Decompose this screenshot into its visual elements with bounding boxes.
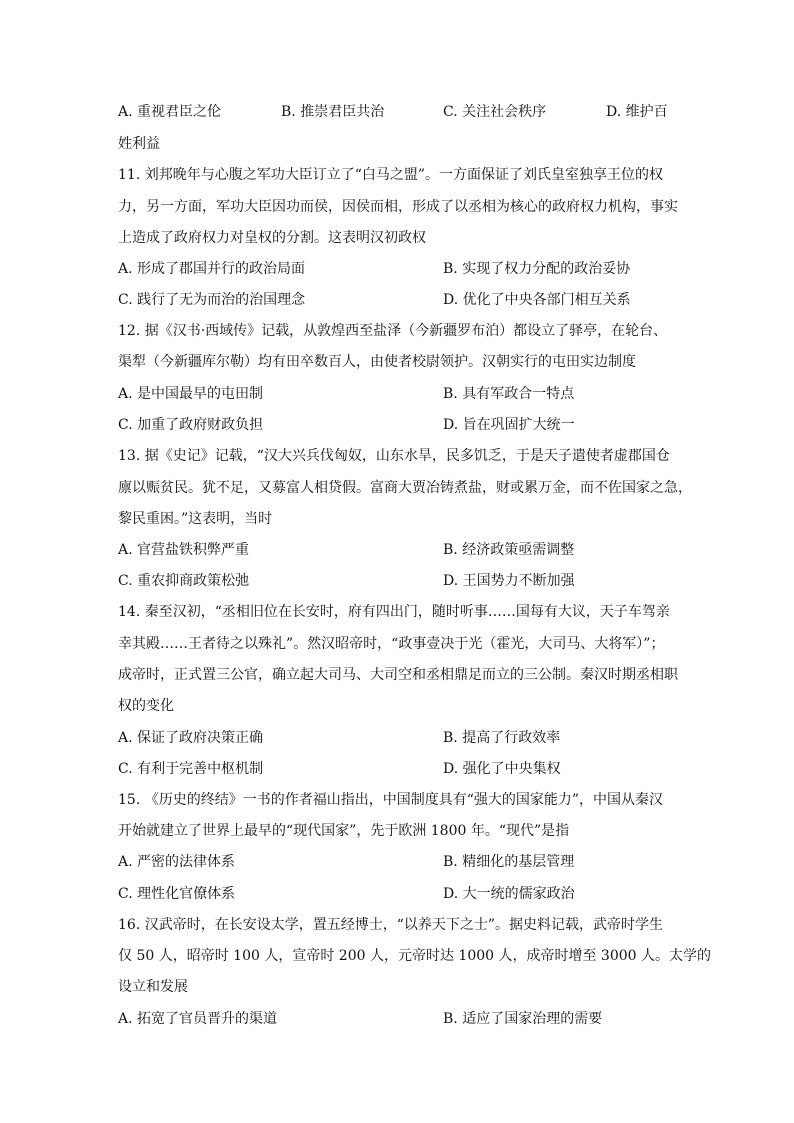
q14-stem-line-1: 14. 秦至汉初，“丞相旧位在长安时，府有四出门，随时听事……国每有大议，天子车驾亲 <box>118 604 670 620</box>
q14-stem-line-2: 幸其殿……王者待之以殊礼”。然汉昭帝时，“政事壹决于光（霍光，大司马、大将军）”； <box>118 636 665 652</box>
q16-stem-line-1: 16. 汉武帝时，在长安设太学，置五经博士，“以养天下之士”。据史料记载，武帝时学生 <box>118 917 664 933</box>
q12-option-d[interactable]: D. 旨在巩固扩大统一 <box>443 417 575 433</box>
q13-stem-line-2: 廪以赈贫民。犹不足，又募富人相贷假。富商大贾冶铸煮盐，财或累万金，而不佐国家之急， <box>118 480 692 496</box>
q10-option-d-continuation: 姓利益 <box>118 136 160 152</box>
q14-stem-line-4: 权的变化 <box>118 698 174 714</box>
q16-option-b[interactable]: B. 适应了国家治理的需要 <box>443 1011 603 1027</box>
q13-option-d[interactable]: D. 王国势力不断加强 <box>443 573 575 589</box>
q15-stem-line-2: 开始就建立了世界上最早的“现代国家”，先于欧洲 1800 年。“现代”是指 <box>118 823 570 839</box>
q11-option-b[interactable]: B. 实现了权力分配的政治妥协 <box>443 261 631 277</box>
q14-option-c[interactable]: C. 有利于完善中枢机制 <box>118 761 264 777</box>
q10-option-c[interactable]: C. 关注社会秩序 <box>443 104 547 120</box>
q10-option-d[interactable]: D. 维护百 <box>606 104 668 120</box>
q11-stem-line-1: 11. 刘邦晚年与心腹之军功大臣订立了“白马之盟”。一方面保证了刘氏皇室独享王位的权 <box>118 167 664 183</box>
q11-stem-line-3: 上造成了政府权力对皇权的分割。这表明汉初政权 <box>118 230 426 246</box>
q15-stem-line-1: 15. 《历史的终结》一书的作者福山指出，中国制度具有“强大的国家能力”，中国从秦汉 <box>118 792 664 808</box>
q13-stem-line-3: 黎民重困。”这表明，当时 <box>118 511 273 527</box>
q15-option-d[interactable]: D. 大一统的儒家政治 <box>443 886 575 902</box>
q13-option-a[interactable]: A. 官营盐铁积弊严重 <box>118 542 250 558</box>
q16-stem-line-3: 设立和发展 <box>118 979 188 995</box>
q11-option-a[interactable]: A. 形成了郡国并行的政治局面 <box>118 261 306 277</box>
q11-stem-line-2: 力，另一方面，军功大臣因功而侯，因侯而相，形成了以丞相为核心的政府权力机构，事实 <box>118 199 678 215</box>
q13-option-b[interactable]: B. 经济政策亟需调整 <box>443 542 575 558</box>
q13-stem-line-1: 13. 据《史记》记载，“汉大兴兵伐匈奴，山东水旱，民多饥乏，于是天子遣使者虚郡国仓 <box>118 448 670 464</box>
q11-option-d[interactable]: D. 优化了中央各部门相互关系 <box>443 292 631 308</box>
q10-option-b[interactable]: B. 推崇君臣共治 <box>281 104 385 120</box>
q15-option-c[interactable]: C. 理性化官僚体系 <box>118 886 236 902</box>
q15-option-a[interactable]: A. 严密的法律体系 <box>118 854 236 870</box>
q12-option-b[interactable]: B. 具有军政合一特点 <box>443 386 575 402</box>
q12-option-a[interactable]: A. 是中国最早的屯田制 <box>118 386 264 402</box>
q16-option-a[interactable]: A. 拓宽了官员晋升的渠道 <box>118 1011 278 1027</box>
q14-option-b[interactable]: B. 提高了行政效率 <box>443 730 561 746</box>
q12-stem-line-2: 渠犁（今新疆库尔勒）均有田卒数百人，由使者校尉领护。汉朝实行的屯田实边制度 <box>118 354 636 370</box>
q12-option-c[interactable]: C. 加重了政府财政负担 <box>118 417 264 433</box>
q15-option-b[interactable]: B. 精细化的基层管理 <box>443 854 575 870</box>
q16-stem-line-2: 仅 50 人，昭帝时 100 人，宣帝时 200 人，元帝时达 1000 人，成帝时增至 3000 人。太学的 <box>118 948 712 964</box>
q14-stem-line-3: 成帝时，正式置三公官，确立起大司马、大司空和丞相鼎足而立的三公制。秦汉时期丞相职 <box>118 667 678 683</box>
q12-stem-line-1: 12. 据《汉书·西域传》记载，从敦煌西至盐泽（今新疆罗布泊）都设立了驿亭，在轮台、 <box>118 323 668 339</box>
q10-option-a[interactable]: A. 重视君臣之伦 <box>118 104 222 120</box>
q14-option-a[interactable]: A. 保证了政府决策正确 <box>118 730 264 746</box>
q13-option-c[interactable]: C. 重农抑商政策松弛 <box>118 573 250 589</box>
q11-option-c[interactable]: C. 践行了无为而治的治国理念 <box>118 292 306 308</box>
q14-option-d[interactable]: D. 强化了中央集权 <box>443 761 561 777</box>
